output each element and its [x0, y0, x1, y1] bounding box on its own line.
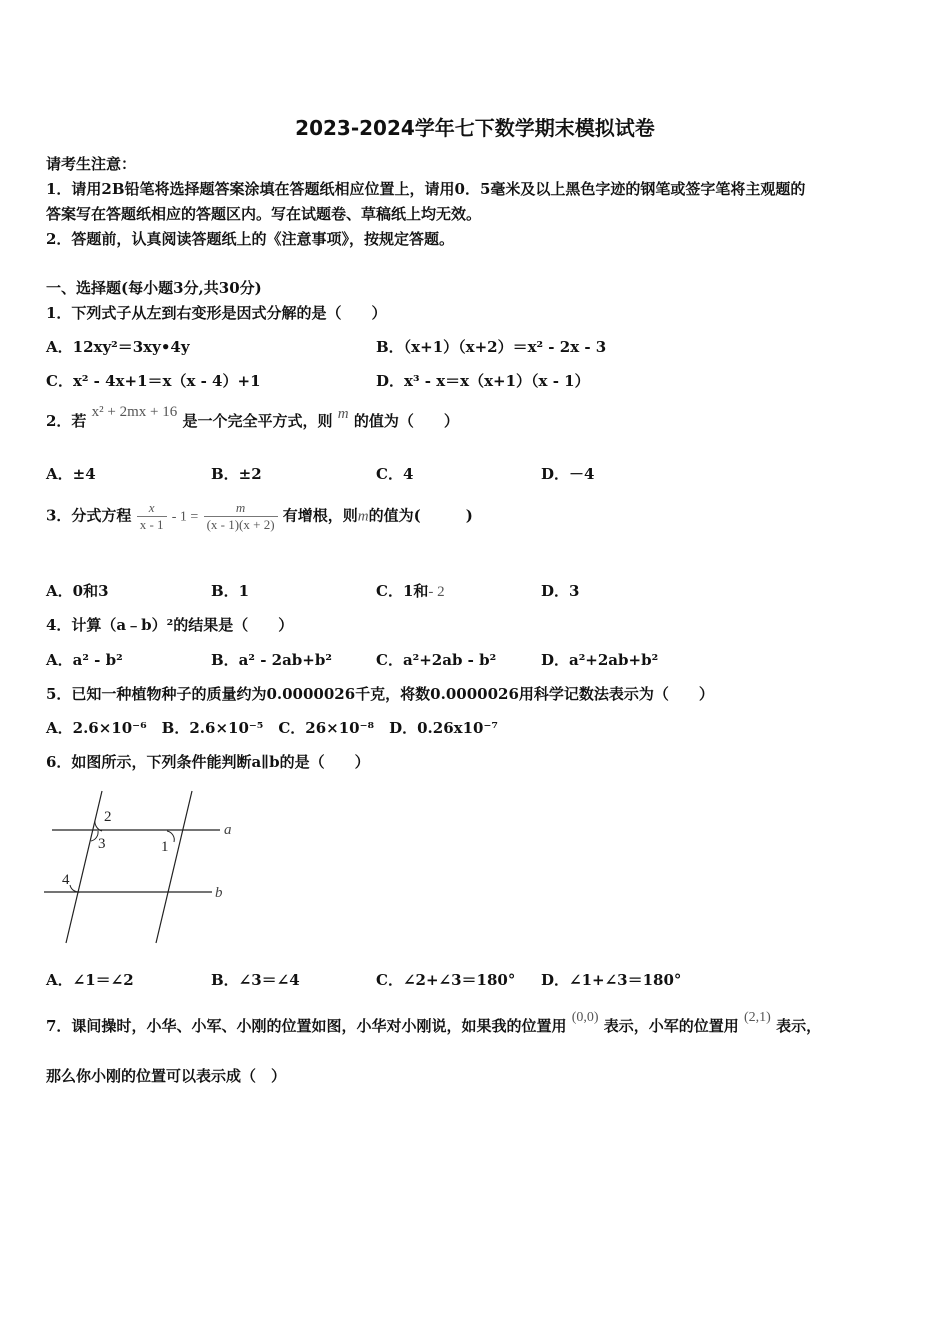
- q7-part-1: 7．课间操时，小华、小军、小刚的位置如图，小华对小刚说，如果我的位置用: [46, 1017, 567, 1035]
- transversal-right: [156, 791, 192, 943]
- q3-suffix-a: 有增根，则: [282, 506, 358, 525]
- q3-fraction-right: [204, 500, 278, 533]
- question-7-line-2: 那么你小刚的位置可以表示成（ ）: [46, 1067, 287, 1085]
- question-1-stem: 1．下列式子从左到右变形是因式分解的是（ ）: [46, 304, 387, 322]
- q3-variable: m: [357, 508, 369, 525]
- q3-option-c[interactable]: [376, 580, 445, 601]
- q3-frac1-denominator: x - 1: [139, 517, 164, 532]
- question-3-stem: [46, 500, 473, 533]
- q2-option-a[interactable]: A．±4: [46, 465, 96, 483]
- parallel-lines-figure: [40, 785, 250, 950]
- transversal-left: [66, 791, 102, 943]
- question-4-stem: 4．计算（a﹣b）²的结果是（ ）: [46, 616, 294, 634]
- section-heading: 一、选择题(每小题3分,共30分): [46, 279, 262, 297]
- q1-option-c[interactable]: C．x² - 4x+1＝x（x - 4）+1: [46, 372, 261, 390]
- q3-frac2-numerator: m: [204, 500, 278, 517]
- q1-option-a[interactable]: A．12xy²＝3xy•4y: [46, 338, 190, 356]
- q2-option-b[interactable]: B．±2: [211, 465, 262, 483]
- q7-part-3: 表示，: [776, 1017, 822, 1035]
- q7-part-2: 表示，小军的位置用: [603, 1017, 739, 1035]
- q2-option-d[interactable]: D．－4: [541, 465, 595, 483]
- page-title: 2023-2024学年七下数学期末模拟试卷: [295, 116, 655, 140]
- q3-option-c-value: - 2: [428, 584, 445, 600]
- q3-option-a[interactable]: A．0和3: [46, 582, 109, 600]
- notice-line-3: 2．答题前，认真阅读答题纸上的《注意事项》，按规定答题。: [46, 230, 454, 248]
- q4-option-d[interactable]: D．a²+2ab+b²: [541, 651, 659, 669]
- q5-options[interactable]: A．2.6×10⁻⁶ B．2.6×10⁻⁵ C．26×10⁻⁸ D．0.26x10⁻⁷: [46, 719, 498, 737]
- angle-label-4: 4: [62, 872, 70, 888]
- line-label-a: a: [224, 822, 232, 838]
- q6-option-d[interactable]: D．∠1+∠3＝180°: [541, 971, 682, 989]
- q3-option-c-text: C．1和: [376, 582, 429, 600]
- notice-heading: 请考生注意：: [46, 155, 137, 173]
- question-5-stem: 5．已知一种植物种子的质量约为0.0000026千克，将数0.0000026用科学记数法表示为（ ）: [46, 685, 714, 703]
- q4-option-b[interactable]: B．a² - 2ab+b²: [211, 651, 332, 669]
- q2-suffix: 的值为（ ）: [353, 412, 459, 430]
- angle-2-arc: [95, 820, 102, 831]
- angle-label-2: 2: [104, 809, 112, 825]
- q2-prefix: 2．若: [46, 412, 87, 430]
- angle-label-1: 1: [161, 839, 169, 855]
- q3-option-d[interactable]: D．3: [541, 582, 580, 600]
- q2-expression: x² + 2mx + 16: [91, 404, 178, 420]
- notice-line-1: 1．请用2B铅笔将选择题答案涂填在答题纸相应位置上，请用0．5毫米及以上黑色字迹的钢笔或签字笔将主观题的: [46, 180, 806, 198]
- q4-option-a[interactable]: A．a² - b²: [46, 651, 123, 669]
- notice-line-2: 答案写在答题纸相应的答题区内。写在试题卷、草稿纸上均无效。: [46, 205, 482, 223]
- q3-fraction-left: [137, 500, 167, 533]
- q7-coord-2: (2,1): [744, 1010, 771, 1025]
- q4-option-c[interactable]: C．a²+2ab - b²: [376, 651, 497, 669]
- question-6-stem: 6．如图所示，下列条件能判断a∥b的是（ ）: [46, 753, 370, 771]
- q7-coord-1: (0,0): [571, 1010, 599, 1025]
- q2-variable: m: [337, 406, 349, 422]
- line-label-b: b: [215, 885, 223, 901]
- q1-option-b[interactable]: B．（x+1）（x+2）＝x² - 2x - 3: [376, 338, 607, 356]
- q6-option-c[interactable]: C．∠2+∠3＝180°: [376, 971, 516, 989]
- q3-frac2-denominator: (x - 1)(x + 2): [206, 517, 275, 532]
- q2-option-c[interactable]: C．4: [376, 465, 414, 483]
- question-7-stem: [46, 1010, 822, 1036]
- q3-suffix-b: 的值为( ): [368, 506, 473, 525]
- q6-option-a[interactable]: A．∠1＝∠2: [46, 971, 134, 989]
- q3-frac1-numerator: x: [137, 500, 167, 517]
- q3-minus-one: - 1 =: [171, 509, 199, 525]
- q2-middle: 是一个完全平方式，则: [182, 412, 333, 430]
- q6-option-b[interactable]: B．∠3＝∠4: [211, 971, 300, 989]
- q3-prefix: 3．分式方程: [46, 506, 132, 525]
- q1-option-d[interactable]: D．x³ - x＝x（x+1）（x - 1）: [376, 372, 590, 390]
- q3-option-b[interactable]: B．1: [211, 582, 250, 600]
- question-2-stem: [46, 404, 459, 431]
- angle-label-3: 3: [98, 836, 106, 852]
